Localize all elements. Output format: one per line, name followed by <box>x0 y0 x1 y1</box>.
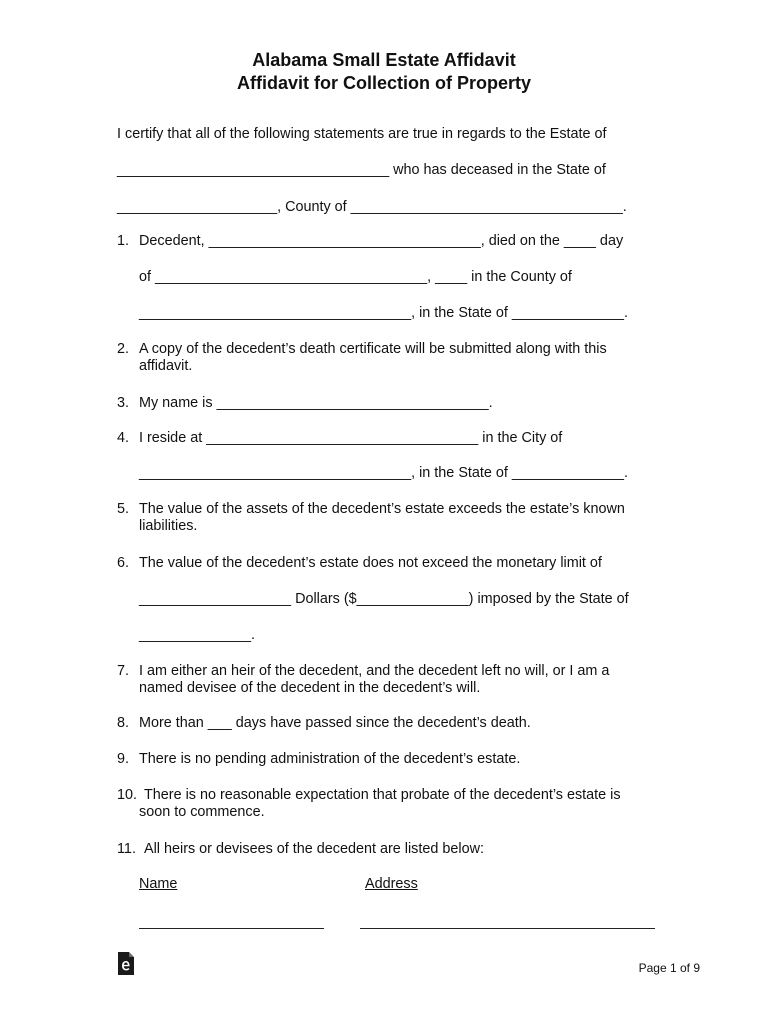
item-text: My name is __________________________________. <box>139 395 493 411</box>
item-text: of __________________________________, ____ in the County of <box>139 269 572 285</box>
item-text: More than ___ days have passed since the decedent’s death. <box>139 715 531 731</box>
item-number: 10. <box>117 787 138 803</box>
item-text: There is no reasonable expectation that probate of the decedent’s estate is <box>144 787 621 803</box>
item-number: 4. <box>117 430 130 446</box>
intro-line-2: __________________________________ who has deceased in the State of <box>117 162 606 178</box>
item-text: A copy of the decedent’s death certificate will be submitted along with this <box>139 341 607 357</box>
item-text: __________________________________, in the State of ______________. <box>139 305 628 321</box>
item-number: 11. <box>117 841 136 857</box>
item-number: 1. <box>117 233 130 249</box>
item-number: 5. <box>117 501 130 517</box>
item-text: There is no pending administration of the decedent’s estate. <box>139 751 521 767</box>
heir-address-blank <box>360 928 655 929</box>
address-column-header: Address <box>365 876 418 892</box>
item-text: ______________. <box>139 627 256 643</box>
item-text: All heirs or devisees of the decedent are listed below: <box>144 841 484 857</box>
item-number: 9. <box>117 751 130 767</box>
item-text: named devisee of the decedent in the decedent’s will. <box>139 680 481 696</box>
item-text: I reside at __________________________________ in the City of <box>139 430 563 446</box>
item-number: 3. <box>117 395 130 411</box>
item-text: affidavit. <box>139 358 193 374</box>
item-number: 2. <box>117 341 130 357</box>
item-number: 6. <box>117 555 130 571</box>
item-number: 7. <box>117 663 130 679</box>
item-text: ___________________ Dollars ($______________) imposed by the State of <box>139 591 629 607</box>
item-text: liabilities. <box>139 518 198 534</box>
document-title: Alabama Small Estate Affidavit <box>252 50 516 70</box>
eforms-logo-icon <box>117 952 135 976</box>
item-text: __________________________________, in the State of ______________. <box>139 465 628 481</box>
intro-line-3: ____________________, County of __________________________________. <box>117 199 627 215</box>
item-number: 8. <box>117 715 130 731</box>
item-text: Decedent, __________________________________, died on the ____ day <box>139 233 624 249</box>
heir-name-blank <box>139 928 324 929</box>
item-text: soon to commence. <box>139 804 265 820</box>
name-column-header: Name <box>139 876 178 892</box>
page-number: Page 1 of 9 <box>638 961 700 975</box>
item-text: The value of the assets of the decedent’s estate exceeds the estate’s known <box>139 501 625 517</box>
intro-line-1: I certify that all of the following statements are true in regards to the Estate of <box>117 126 607 142</box>
document-subtitle: Affidavit for Collection of Property <box>236 73 531 93</box>
item-text: The value of the decedent’s estate does not exceed the monetary limit of <box>139 555 602 571</box>
item-text: I am either an heir of the decedent, and the decedent left no will, or I am a <box>139 663 610 679</box>
